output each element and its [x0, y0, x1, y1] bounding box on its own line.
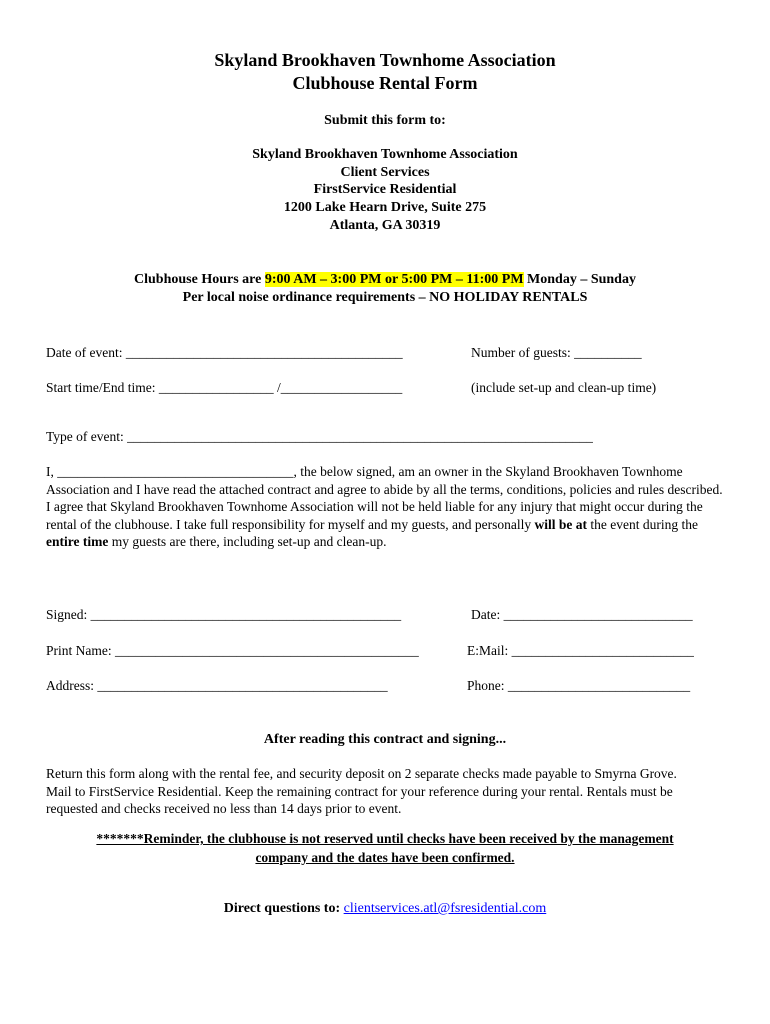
hours-prefix: Clubhouse Hours are: [134, 272, 265, 287]
start-end-time-field[interactable]: Start time/End time: _________________ /__________________: [46, 380, 403, 395]
reminder-line-2: company and the dates have been confirmed.: [255, 850, 515, 865]
agreement-text-3: my guests are there, including set-up and clean-up.: [108, 534, 387, 550]
email-field[interactable]: E:Mail: ___________________________: [467, 643, 694, 658]
address-line-1: Skyland Brookhaven Townhome Association: [252, 147, 518, 162]
setup-cleanup-note: (include set-up and clean-up time): [471, 380, 657, 395]
print-name-field[interactable]: Print Name: _____________________________________________: [46, 643, 419, 658]
address-field[interactable]: Address: ___________________________________________: [46, 678, 388, 693]
clubhouse-hours: [0, 271, 770, 289]
form-subtitle: Clubhouse Rental Form: [292, 73, 478, 93]
hours-highlight: 9:00 AM – 3:00 PM or 5:00 PM – 11:00 PM: [264, 272, 524, 287]
address-line-5: Atlanta, GA 30319: [329, 218, 441, 233]
address-line-3: FirstService Residential: [313, 182, 457, 197]
date-field[interactable]: Date: ____________________________: [471, 607, 693, 622]
agreement-text-1: I, ___________________________________, the below signed, am an owner in the Skyland Brookhaven Townhome Association and I have read the attached contract and agree to abide by all the terms, conditions, policies and rules described. I agree that Skyland Brookhaven Townhome Association will not be held liable for any injury that might occur during the rental of the clubhouse. I take full responsibility for myself and my guests, and personally: [46, 464, 723, 532]
submit-to-label: Submit this form to:: [324, 113, 446, 128]
contact-email-link[interactable]: clientservices.atl@fsresidential.com: [343, 901, 547, 916]
address-line-4: 1200 Lake Hearn Drive, Suite 275: [283, 200, 487, 215]
phone-field[interactable]: Phone: ___________________________: [467, 678, 691, 693]
agreement-bold-2: entire time: [46, 534, 109, 550]
agreement-text-2: the event during the: [587, 516, 698, 532]
number-of-guests-field[interactable]: Number of guests: __________: [471, 345, 642, 360]
signed-field[interactable]: Signed: ______________________________________________: [46, 607, 402, 622]
agreement-bold-1: will be at: [534, 516, 588, 532]
address-line-2: Client Services: [340, 165, 430, 180]
agreement-paragraph: [46, 463, 726, 551]
noise-ordinance-note: Per local noise ordinance requirements – NO HOLIDAY RENTALS: [182, 290, 588, 305]
date-of-event-field[interactable]: Date of event: _________________________________________: [46, 345, 403, 360]
reminder-line-1: *******Reminder, the clubhouse is not reserved until checks have been received by the management: [96, 831, 674, 846]
hours-suffix: Monday – Sunday: [523, 272, 636, 287]
direct-questions: [0, 900, 770, 918]
after-reading-heading: After reading this contract and signing...: [263, 732, 507, 747]
type-of-event-field[interactable]: Type of event: _____________________________________________________________________: [46, 429, 593, 444]
form-title: Skyland Brookhaven Townhome Association: [214, 50, 556, 70]
questions-label: Direct questions to:: [223, 901, 344, 916]
return-instructions: Return this form along with the rental fee, and security deposit on 2 separate checks made payable to Smyrna Grove. Mail to FirstService Residential. Keep the remaining contract for your reference during your rental. Rentals must be requested and checks received no less than 14 days prior to event.: [46, 766, 677, 817]
